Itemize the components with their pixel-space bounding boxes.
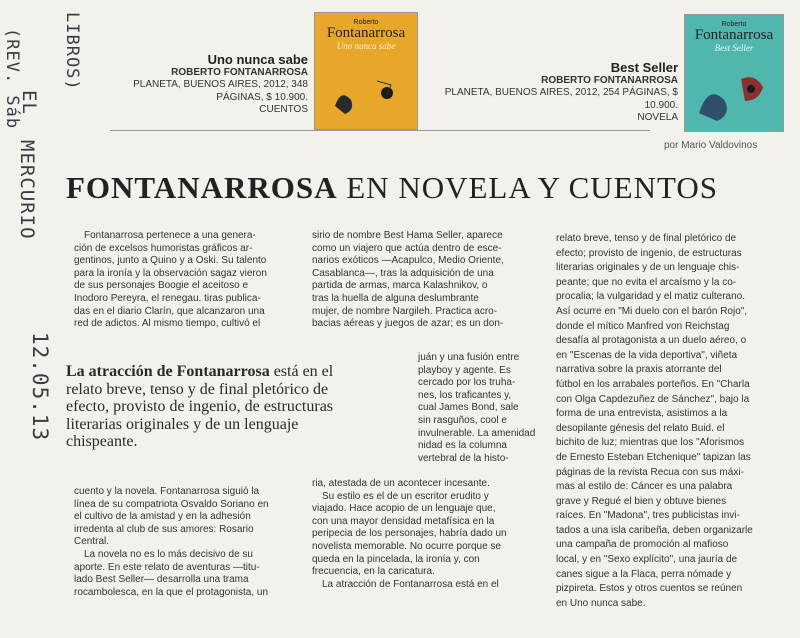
text-line: ción de excelsos humoristas gráficos ar- <box>74 242 253 254</box>
text-line: nes, los traficantes y, <box>418 389 512 401</box>
text-line: narrativa sobre la praxis atorrante del <box>556 364 722 376</box>
text-line: rocambolesca, en la que el protagonista, un <box>74 586 269 598</box>
text-line: ria, atestada de un acontecer incesante. <box>312 478 490 489</box>
headline <box>66 170 718 206</box>
text-line: viajado. Hace acopio de un lenguaje que, <box>312 503 496 515</box>
text-line: bichito de luz; mientras que los "Aforismos <box>556 437 745 449</box>
handwritten-note-rev: (REV. Sáb <box>2 28 22 130</box>
text-line: aporte. En este relato de aventuras —titu- <box>74 561 260 573</box>
text-line: Casablanca—, tras la adquisición de una <box>312 267 494 279</box>
book1-cover-author: Roberto <box>353 19 379 26</box>
handwritten-date: 12.05.13 <box>28 332 52 442</box>
text-line: das en el diario Clarín, que alcanzaron una <box>74 305 265 317</box>
column-3 <box>556 232 780 611</box>
text-line: con Olga Capdezuñez de Sánchez", bajo la <box>556 393 750 405</box>
text-line: mas al estilo de: Cáncer es una palabra <box>556 481 733 493</box>
pull-quote-line: efecto, provisto de ingenio, de estructuras <box>66 398 334 416</box>
headline-rest: EN NOVELA Y CUENTOS <box>337 170 719 205</box>
text-line: invulnerable. La amenidad <box>418 427 536 439</box>
text-line: frecuencia, en la caricatura. <box>312 566 435 578</box>
text-line: forma de una entrevista, asistimos a la <box>556 408 728 420</box>
book2-cover-name: Fontanarrosa <box>694 27 774 43</box>
book1-author: ROBERTO FONTANARROSA <box>171 66 308 78</box>
text-line: irredenta al club de sus amores: Rosario <box>74 523 254 535</box>
book1-cover-title: Uno nunca sabe <box>336 41 396 51</box>
text-line: cual James Bond, sale <box>418 402 519 414</box>
column-1-bottom <box>74 486 302 599</box>
text-line: en Uno nunca sabe. <box>556 597 646 609</box>
book1-details-line: PÁGINAS, $ 10.900. <box>216 91 308 103</box>
text-line: cuento y la novela. Fontanarrosa siguió la <box>74 486 260 497</box>
header-rule <box>110 130 650 131</box>
text-line: páginas de la revista Recua con sus máxi- <box>556 466 744 478</box>
book1-title: Uno nunca sabe <box>207 52 308 67</box>
text-line: de Ernesto Esteban Etchenique" tapizan las <box>556 451 751 463</box>
book2-details-line: PLANETA, BUENOS AIRES, 2012, 254 PÁGINAS, $ <box>444 87 678 98</box>
text-line: efecto; provisto de ingenio, de estructuras <box>556 247 742 259</box>
text-line: mujer, de nombre Nargileh. Practica acro- <box>312 305 498 317</box>
text-line: lado Best Seller— desarrolla una trama <box>74 574 249 586</box>
text-line: para la ironía y la observación sagaz vieron <box>74 267 267 279</box>
text-line: La novela no es lo más decisivo de su <box>84 548 253 560</box>
text-line: bacias aéreas y juegos de azar; es un don- <box>312 318 504 330</box>
text-line: novelista memorable. No ocurre porque se <box>312 540 501 552</box>
text-line: el cultivo de la amistad y en la adhesión <box>74 511 251 523</box>
text-line: pizpireta. Estos y otros cuentos se reúnen <box>556 583 743 595</box>
book1-cover <box>314 12 418 130</box>
text-line: peripecia de los personajes, habría dado un <box>312 528 507 540</box>
text-line: procalia; la vulgaridad y el matiz culterano. <box>556 291 745 303</box>
text-line: canes sigue a la Flaca, perra nómade y <box>556 568 732 580</box>
text-line: con una mayor densidad metafísica en la <box>312 515 495 527</box>
text-line: donde el mítico Manfred von Reichstag <box>556 320 730 332</box>
book1-genre: CUENTOS <box>259 104 308 115</box>
book2-title: Best Seller <box>610 60 678 75</box>
text-line: La atracción de Fontanarrosa está en el <box>322 578 499 590</box>
book2-details-line: 10.900. <box>644 99 678 111</box>
column-2-top <box>312 230 544 331</box>
text-line: vertebral de la histo- <box>418 452 509 464</box>
text-line: narios exóticos —Acapulco, Medio Oriente, <box>312 255 504 267</box>
text-line: relato breve, tenso y de final pletórico de <box>556 233 737 244</box>
text-line: fútbol en los arrabales porteños. En "Charla <box>556 378 750 390</box>
text-line: desafía al protagonista a un duelo aéreo, o <box>556 335 747 347</box>
text-line: literarias originales y de un lenguaje chis- <box>556 262 740 274</box>
column-2-bottom <box>312 478 544 591</box>
pull-quote-lead: La atracción de Fontanarrosa <box>66 363 270 380</box>
pull-quote-line: literarias originales y de un lenguaje <box>66 415 299 433</box>
text-line: una campaña de promoción al mafioso <box>556 539 729 551</box>
pull-quote-line: chispeante. <box>66 433 138 451</box>
handwritten-note-el: EL <box>18 90 40 115</box>
text-line: red de adictos. Al mismo tiempo, cultivó el <box>74 318 261 330</box>
text-line: tados a una isla caribeña, deben organizarle <box>556 524 753 536</box>
headline-bold: FONTANARROSA <box>66 170 338 205</box>
pull-quote-line: relato breve, tenso y de final pletórico de <box>66 380 329 398</box>
text-line: Fontanarrosa pertenece a una genera- <box>84 230 256 241</box>
text-line: cercado por los truha- <box>418 377 516 389</box>
handwritten-note-libros: LIBROS) <box>62 12 82 91</box>
text-line: local, y en "Sexo explícito", una jauría de <box>556 554 738 566</box>
text-line: de sus personajes Boogie el aceitoso e <box>74 280 249 292</box>
book2-cover <box>684 14 784 132</box>
text-line: partida de armas, marca Kalashnikov, o <box>312 280 488 292</box>
text-line: raíces. En "Madona", tres publicistas invi- <box>556 510 740 522</box>
pull-quote <box>66 363 402 451</box>
book1-cover-name: Fontanarrosa <box>326 25 406 41</box>
text-line: como un viajero que actúa dentro de esce- <box>312 242 502 254</box>
text-line: queda en la pincelada, la ironía y, con <box>312 553 480 565</box>
text-line: desopilante génesis del relato Buid. el <box>556 422 725 434</box>
text-line: peante; que no evita el arcaísmo y la co- <box>556 276 737 288</box>
text-line: grave y Regué el bien y obtuve bienes <box>556 495 727 507</box>
column-1-top <box>74 230 302 331</box>
book2-cover-title: Best Seller <box>714 43 754 53</box>
text-line: en "Escenas de la vida deportiva", viñeta <box>556 349 738 361</box>
book1-details-line: PLANETA, BUENOS AIRES, 2012, 348 <box>133 79 308 90</box>
text-line: Inodoro Pereyra, el renegau. tiras publica- <box>74 292 261 304</box>
text-line: playboy y agente. Es <box>418 364 511 376</box>
pull-quote-line-rest: está en el <box>269 363 334 380</box>
text-line: juán y una fusión entre <box>418 352 520 363</box>
handwritten-note-mercurio: MERCURIO <box>16 140 38 240</box>
text-line: nidad es la columna <box>418 440 507 452</box>
text-line: Su estilo es el de un escritor erudito y <box>322 490 489 502</box>
book1-cover-illustration <box>315 51 417 121</box>
text-line: tras la huella de alguna deslumbrante <box>312 292 479 304</box>
column-2-narrow <box>418 352 544 465</box>
book2-cover-illustration <box>685 53 783 123</box>
text-line: gentinos, junto a Quino y a Oski. Su talento <box>74 255 267 267</box>
text-line: Así ocurre en "Mi duelo con el barón Rojo", <box>556 305 748 317</box>
text-line: línea de su compatriota Osvaldo Soriano en <box>74 498 269 510</box>
byline: por Mario Valdovinos <box>664 140 758 151</box>
book2-cover-author: Roberto <box>721 21 747 28</box>
book2-info <box>428 62 678 125</box>
text-line: sirio de nombre Best Hama Seller, aparece <box>312 230 503 241</box>
book2-genre: NOVELA <box>637 112 678 123</box>
book2-author: ROBERTO FONTANARROSA <box>541 74 678 86</box>
text-line: Central. <box>74 536 110 548</box>
book1-info <box>108 54 308 117</box>
text-line: sin rasguños, cool e <box>418 414 507 426</box>
